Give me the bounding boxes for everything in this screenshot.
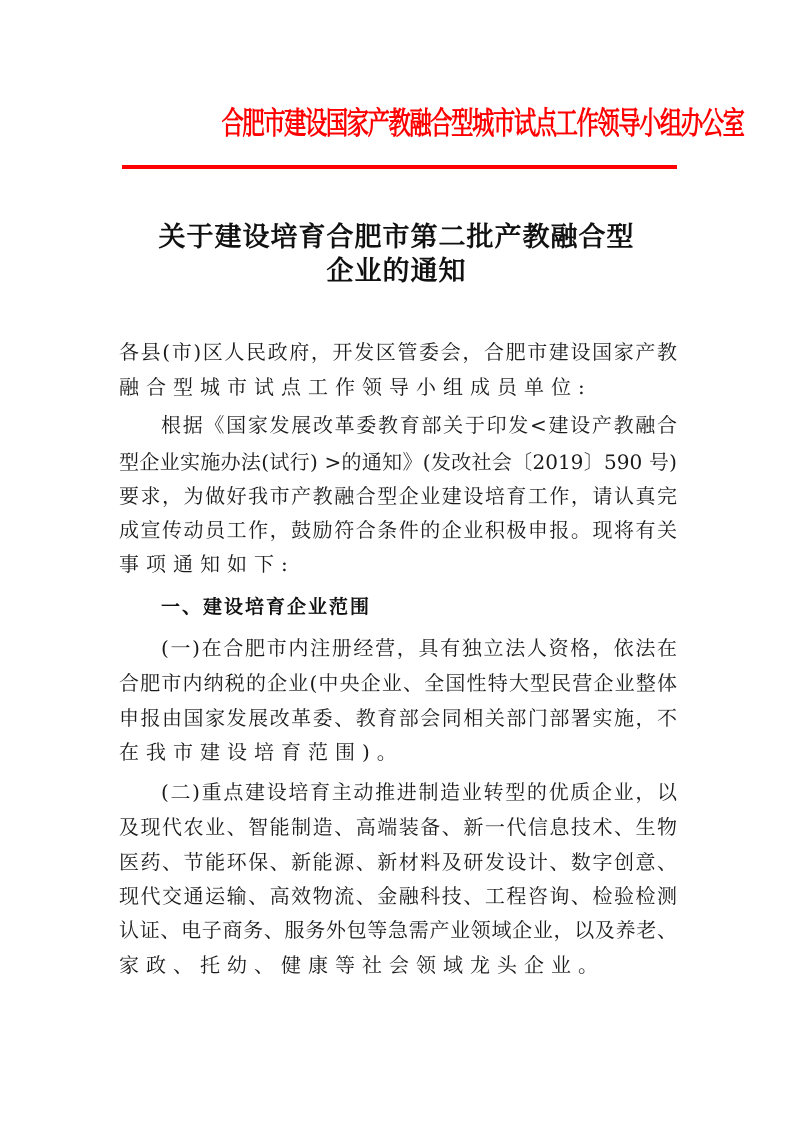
item-2-line: 现代交通运输、高效物流、金融科技、工程咨询、检验检测 bbox=[119, 884, 677, 908]
intro-line: 成宣传动员工作，鼓励符合条件的企业积极申报。现将有关 bbox=[119, 518, 677, 542]
salutation-line: 融合型城市试点工作领导小组成员单位: bbox=[119, 375, 592, 399]
item-2-line: (二)重点建设培育主动推进制造业转型的优质企业，以 bbox=[161, 780, 677, 804]
document-title-line-1: 关于建设培育合肥市第二批产教融合型 bbox=[158, 222, 635, 253]
document-title-line-2: 企业的通知 bbox=[326, 256, 467, 287]
letterhead-org-name: 合肥市建设国家产教融合型城市试点工作领导小组办公室 bbox=[221, 106, 744, 142]
intro-line: 根据《国家发展改革委教育部关于印发<建设产教融合 bbox=[161, 413, 677, 437]
item-1-line: 在我市建设培育范围)。 bbox=[119, 740, 404, 764]
item-2-line: 医药、节能环保、新能源、新材料及研发设计、数字创意、 bbox=[119, 850, 677, 874]
intro-line: 要求，为做好我市产教融合型企业建设培育工作，请认真完 bbox=[119, 484, 677, 508]
item-1-line: 申报由国家发展改革委、教育部会同相关部门部署实施，不 bbox=[119, 706, 677, 730]
item-2-line: 认证、电子商务、服务外包等急需产业领域企业，以及养老、 bbox=[119, 918, 677, 942]
item-2-line: 家政、托幼、健康等社会领域龙头企业。 bbox=[119, 953, 605, 977]
section-heading: 一、建设培育企业范围 bbox=[161, 596, 372, 618]
letterhead-red-rule bbox=[122, 165, 677, 169]
letterhead bbox=[120, 104, 744, 144]
intro-line: 型企业实施办法(试行) >的通知》(发改社会〔2019〕590 号) bbox=[119, 450, 677, 474]
item-1-line: 合肥市内纳税的企业(中央企业、全国性特大型民营企业整体 bbox=[119, 671, 677, 695]
salutation-line: 各县(市)区人民政府，开发区管委会，合肥市建设国家产教 bbox=[119, 340, 677, 364]
item-1-line: (一)在合肥市内注册经营，具有独立法人资格，依法在 bbox=[161, 636, 677, 660]
intro-line: 事项通知如下: bbox=[119, 552, 295, 576]
item-2-line: 及现代农业、智能制造、高端装备、新一代信息技术、生物 bbox=[119, 815, 677, 839]
